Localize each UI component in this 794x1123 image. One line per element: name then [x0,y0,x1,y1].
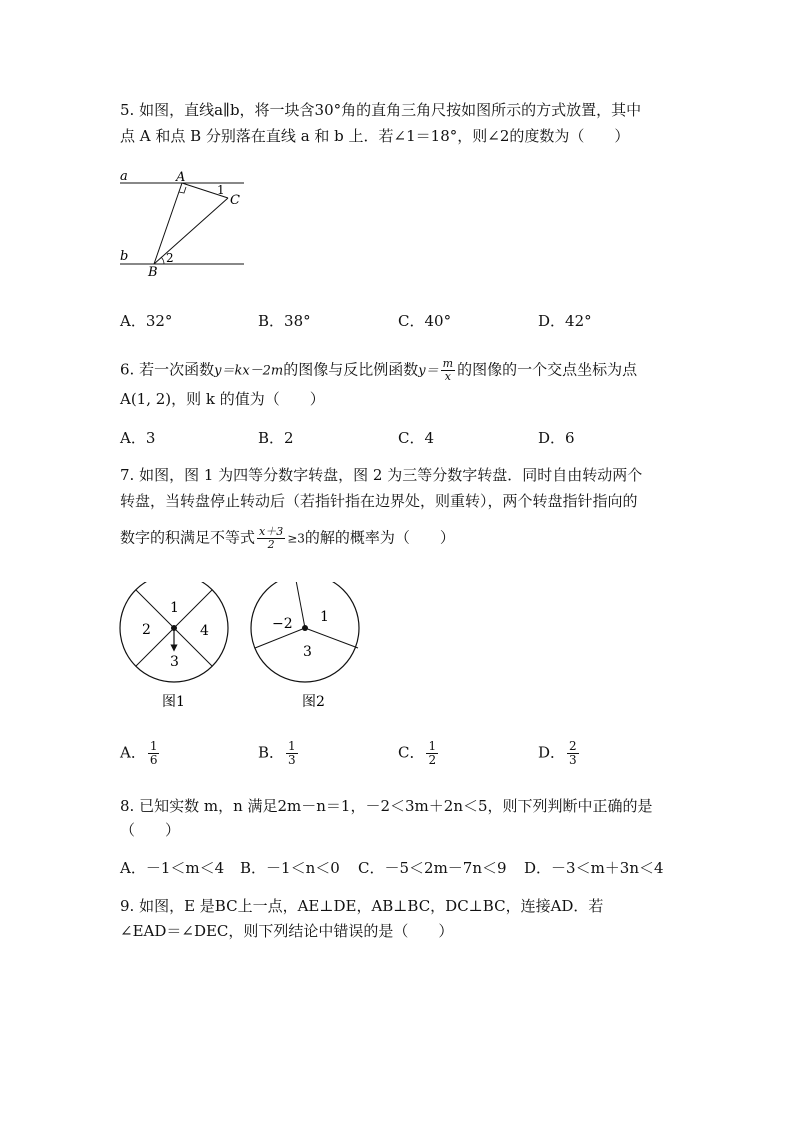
q6-text-pre: 6. 若一次函数 [120,360,215,379]
q6-option-c: C．4 [398,429,435,447]
q5-option-d: D．42° [538,312,592,330]
q5-stem-line1: 5. 如图，直线a∥b，将一块含30°角的直角三角尺按如图所示的方式放置，其中 [120,101,642,119]
q8-option-c: C．－5＜2m－7n＜9 [358,859,507,877]
label-C: C [230,193,240,208]
q9-stem-line1: 9. 如图，E 是BC上一点，AE⊥DE，AB⊥BC，DC⊥BC，连接AD．若 [120,897,604,915]
q7-stem-line2: 转盘，当转盘停止转动后（若指针指在边界处，则重转），两个转盘指针指向的 [120,492,638,510]
spinner-1-number-2: 2 [142,622,151,638]
q8-stem-line1: 8. 已知实数 m，n 满足2m－n＝1，－2＜3m＋2n＜5，则下列判断中正确的是 [120,797,653,815]
label-B: B [148,265,158,280]
q7-stem-line3 [120,526,455,551]
q7-text-post: 的解的概率为（ ） [304,528,455,547]
q6-text-post: 的图像的一个交点坐标为点 [457,360,638,379]
q7-option-d-fraction: $\frac{2}{3}$ [569,739,577,767]
q7-option-c-letter: C． [398,743,425,762]
q7-spinner-figures [112,582,372,717]
q8-option-a: A．－1＜m＜4 [120,859,225,877]
q5-option-b: B．38° [258,312,311,330]
angle-2-arc [161,257,164,264]
q6-stem-line1 [120,358,637,383]
spinner-1-number-3: 3 [170,654,179,670]
label-2: 2 [166,251,174,265]
label-a: a [120,169,128,184]
q7-option-b-letter: B． [258,743,285,762]
spinner-2-number-1: 1 [320,609,329,625]
q7-option-d-letter: D． [538,743,566,762]
spinner-2-circle [251,582,359,682]
q6-inverse-lhs: y＝ [418,363,439,379]
spinner-2-number-3: 3 [303,644,312,660]
q7-option-c-fraction: $\frac{1}{2}$ [428,739,437,767]
q6-text-mid: 的图像与反比例函数 [283,360,419,379]
q5-stem-line2: 点 A 和点 B 分别落在直线 a 和 b 上．若∠1＝18°，则∠2的度数为（ ） [120,127,630,145]
q7-option-b [258,740,300,767]
spinner-2-center-dot [302,625,308,631]
q7-inequality-fraction: $\frac{x+3}{2}$ [259,525,284,551]
label-1: 1 [217,183,225,197]
q6-stem-line2: A(1, 2)，则 k 的值为（ ） [120,390,325,408]
q5-option-a: A．32° [120,312,173,330]
q7-option-b-fraction: $\frac{1}{3}$ [288,739,296,767]
q8-option-d: D．－3＜m＋3n＜4 [524,859,664,877]
q5-option-c: C．40° [398,312,452,330]
q7-stem-line1: 7. 如图，图 1 为四等分数字转盘，图 2 为三等分数字转盘．同时自由转动两个 [120,466,643,484]
spinner-2-divider-1 [295,582,305,628]
q7-inequality-rel: ≥3 [287,531,305,546]
q6-inverse-fraction: $\frac{m}{x}$ [442,357,454,383]
spinner-2-divider-2 [305,628,358,648]
spinner-2-caption: 图2 [302,694,325,710]
q6-option-d: D．6 [538,429,575,447]
q8-stem-line2: （ ） [120,821,181,839]
q7-text-pre: 数字的积满足不等式 [120,528,256,547]
q9-stem-line2: ∠EAD＝∠DEC，则下列结论中错误的是（ ） [120,922,454,940]
q7-option-a-fraction: $\frac{1}{6}$ [149,739,158,767]
spinner-1-number-4: 4 [200,623,209,639]
label-A: A [176,170,186,185]
q5-figure [116,168,251,280]
spinner-1-number-1: 1 [170,600,179,616]
q7-option-a [120,740,161,767]
q8-option-b: B．－1＜n＜0 [240,859,340,877]
q7-option-a-letter: A． [120,743,146,762]
q6-option-a: A．3 [120,429,156,447]
label-b: b [120,249,129,264]
q7-option-d [538,740,581,767]
spinner-1-caption: 图1 [162,694,185,710]
spinner-2-number-neg2: −2 [272,616,293,632]
q7-option-c [398,740,440,767]
q6-option-b: B．2 [258,429,294,447]
q6-linear-function: y＝kx－2m [214,363,284,379]
